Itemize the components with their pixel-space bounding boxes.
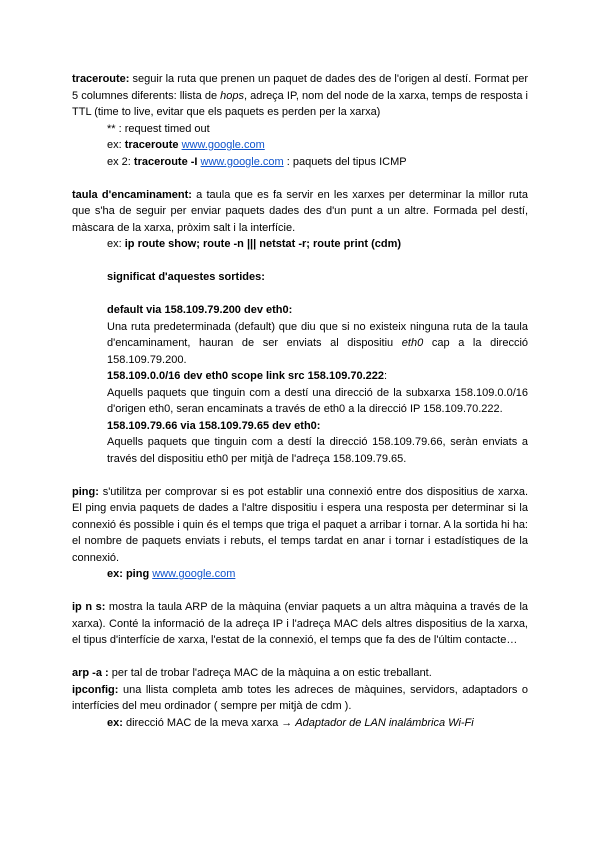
arp-definition: arp -a : per tal de trobar l'adreça MAC de la màquina a on estic treballant.: [72, 667, 432, 679]
ip-neigh-definition: ip n s: mostra la taula ARP de la màquina (enviar paquets a un altra màquina a través de la xarxa). Conté la informació de la adreça IP i l'adreça MAC dels altres dispositius de la xarxa, el tipus d'interfície de xarxa, l'estat de la connexió, el temps que fa des de l'últim contacte…: [72, 601, 529, 646]
google-link[interactable]: www.google.com: [181, 139, 265, 151]
google-link[interactable]: www.google.com: [152, 568, 236, 580]
routing-outputs-heading: significat d'aquestes sortides:: [107, 271, 265, 283]
arp-term: arp -a :: [72, 667, 109, 679]
google-link[interactable]: www.google.com: [200, 155, 284, 168]
traceroute-definition: traceroute: seguir la ruta que prenen un paquet de dades des de l'origen al destí. Format per 5 columnes diferents: llista de hops, adreça IP, nom del node de la xarxa, temps de resposta i TTL (time to live, evitar que els paquets es perden per la xarxa): [72, 73, 528, 118]
traceroute-section: [72, 71, 528, 170]
traceroute-example-2: ex 2: traceroute -I www.google.com : paquets del tipus ICMP: [107, 155, 407, 168]
route-2-description: Aquells paquets que tinguin com a destí una direcció de la subxarxa 158.109.0.0/16 d'origen eth0, seran encaminats a través de eth0 a la direcció IP 158.109.70.222.: [107, 386, 528, 415]
hops-term: hops: [220, 89, 245, 102]
ping-term: ping:: [72, 485, 99, 498]
ping-example: ex: ping www.google.com: [107, 568, 236, 580]
route-2-title: 158.109.0.0/16 dev eth0 scope link src 158.109.70.222:: [107, 370, 388, 382]
ping-section: [72, 484, 528, 583]
route-3-description: Aquells paquets que tinguin com a destí la direcció 158.109.79.66, seràn enviats a través del dispositiu eth0 per mitjà de l'adreça 158.109.79.65.: [107, 436, 528, 465]
ip-neigh-section: [72, 599, 528, 649]
routing-example: ex: ip route show; route -n ||| netstat -r; route print (cdm): [107, 238, 402, 250]
traceroute-example-1: ex: traceroute www.google.com: [107, 139, 265, 151]
ipconfig-example: ex: direcció MAC de la meva xarxa → Adaptador de LAN inalámbrica Wi-Fi: [107, 716, 474, 729]
routing-term: taula d'encaminament:: [72, 188, 192, 201]
route-1-description: Una ruta predeterminada (default) que diu que si no existeix ninguna ruta de la taula d'encaminament, hauran de ser enviats al dispositiu eth0 cap a la direcció 158.109.79.200.: [107, 320, 529, 366]
ip-neigh-term: ip n s:: [72, 601, 106, 613]
traceroute-note: ** : request timed out: [107, 122, 210, 135]
ipconfig-definition: ipconfig: una llista completa amb totes les adreces de màquines, servidors, adaptadors o interfícies del meu ordinador ( sempre per mitjà de cdm ).: [72, 683, 528, 712]
traceroute-term: traceroute:: [72, 73, 130, 85]
ipconfig-term: ipconfig:: [72, 683, 119, 696]
route-1-title: default via 158.109.79.200 dev eth0:: [107, 304, 293, 316]
arp-ipconfig-section: [72, 665, 528, 731]
ping-definition: ping: s'utilitza per comprovar si es pot establir una connexió entre dos dispositius de xarxa. El ping envia paquets de dades a l'altre dispositiu i espera una resposta per determinar si la connexió és possible i quin és el temps que triga el paquet a arribar i tornar. A la sortida hi ha: el nombre de paquets enviats i rebuts, el temps tardat en anar i tornar i estadístiques de la connexió.: [72, 485, 528, 564]
routing-table-section: [72, 187, 528, 468]
routing-definition: taula d'encaminament: a taula que es fa servir en les xarxes per determinar la millor ruta que s'ha de seguir per enviar paquets dades des d'un punt a un altre. Formada pel destí, màscara de la xarxa, pròxim salt i la interfície.: [72, 188, 528, 234]
route-3-title: 158.109.79.66 via 158.109.79.65 dev eth0:: [107, 419, 321, 432]
